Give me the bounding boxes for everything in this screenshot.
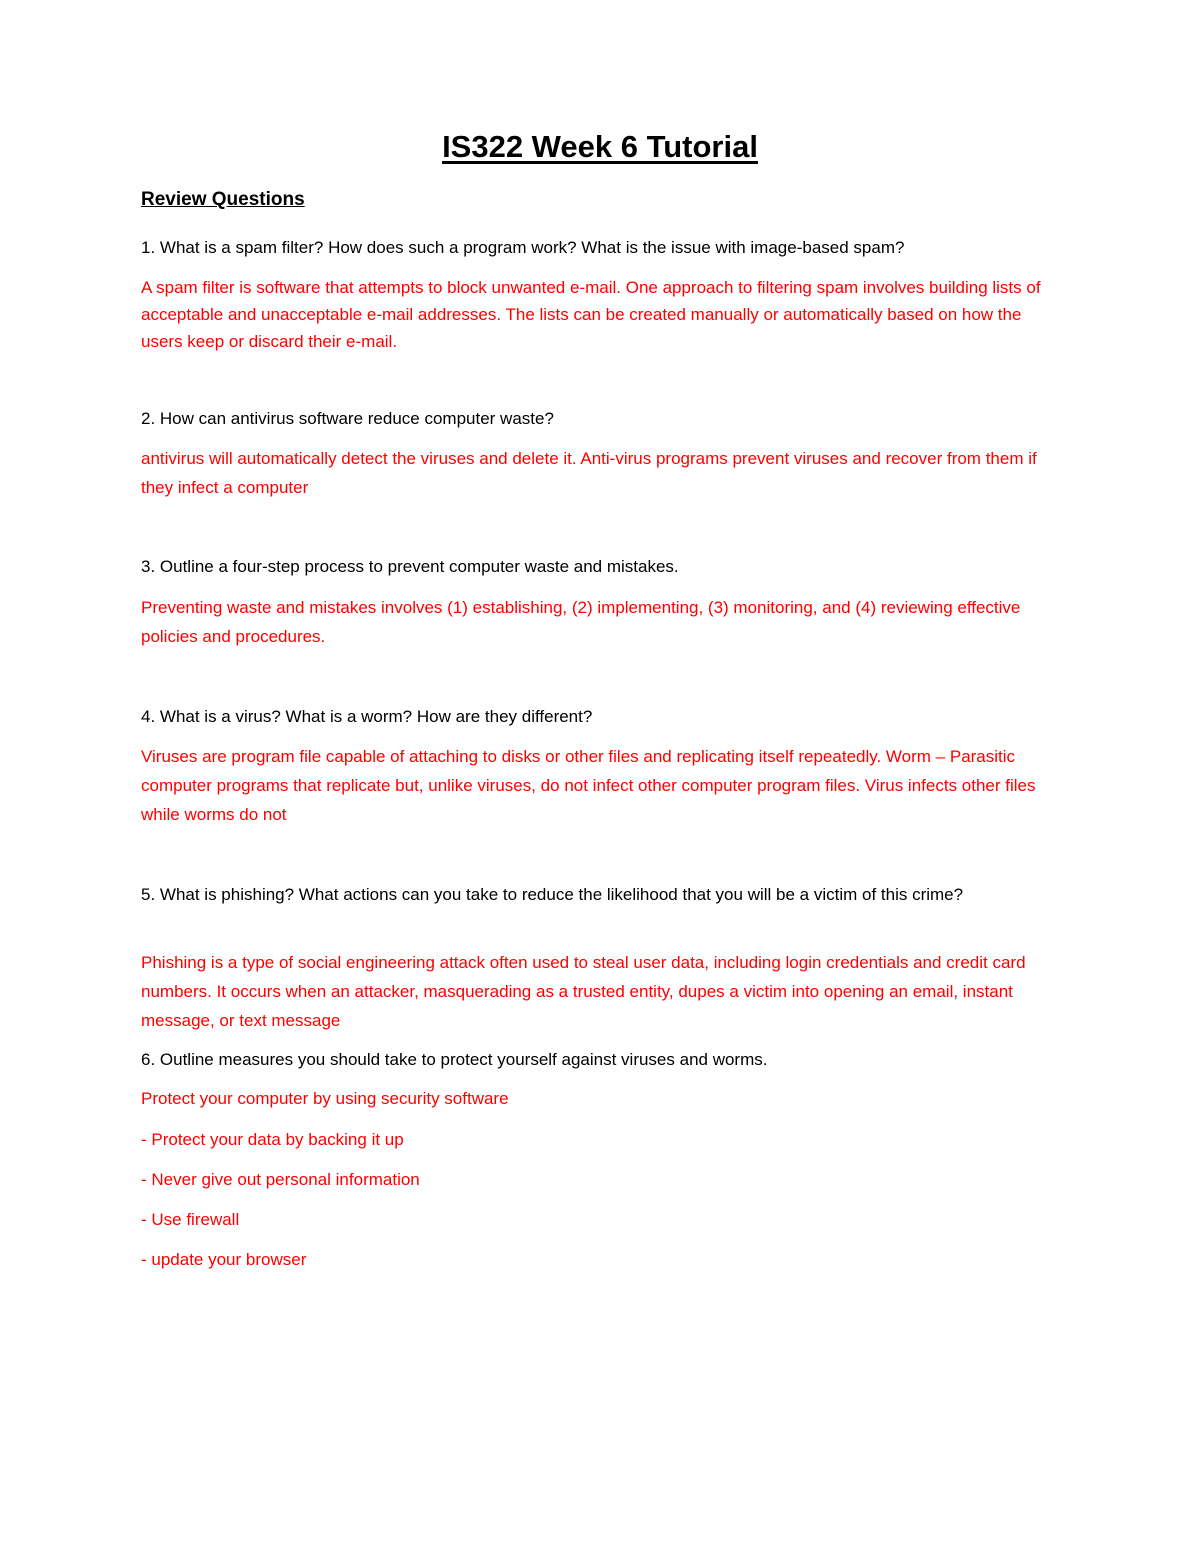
answer-6: Protect your computer by using security software bbox=[141, 1089, 509, 1108]
question-2: 2. How can antivirus software reduce computer waste? bbox=[141, 409, 554, 428]
answer-3: Preventing waste and mistakes involves (1) establishing, (2) implementing, (3) monitoring, and (4) reviewing effective policies and procedures. bbox=[141, 598, 1021, 646]
list-item: - update your browser bbox=[141, 1250, 307, 1269]
document-title: IS322 Week 6 Tutorial bbox=[442, 129, 758, 164]
answer-5: Phishing is a type of social engineering attack often used to steal user data, including login credentials and credit card numbers. It occurs when an attacker, masquerading as a trusted entity, dupes a victim into opening an email, instant message, or text message bbox=[141, 953, 1026, 1030]
answer-2: antivirus will automatically detect the viruses and delete it. Anti-virus programs prevent viruses and recover from them if they infect a computer bbox=[141, 449, 1037, 497]
list-item: - Use firewall bbox=[141, 1210, 240, 1229]
question-4: 4. What is a virus? What is a worm? How are they different? bbox=[141, 707, 593, 726]
question-1: 1. What is a spam filter? How does such a program work? What is the issue with image-based spam? bbox=[141, 238, 905, 257]
question-5: 5. What is phishing? What actions can you take to reduce the likelihood that you will be a victim of this crime? bbox=[141, 885, 964, 904]
answer-4: Viruses are program file capable of attaching to disks or other files and replicating itself repeatedly. Worm – Parasitic computer programs that replicate but, unlike viruses, do not infect other computer program files. Virus infects other files while worms do not bbox=[141, 747, 1036, 824]
question-6: 6. Outline measures you should take to protect yourself against viruses and worms. bbox=[141, 1050, 768, 1069]
list-item: - Protect your data by backing it up bbox=[141, 1130, 404, 1149]
list-item: - Never give out personal information bbox=[141, 1170, 420, 1189]
answer-1: A spam filter is software that attempts to block unwanted e-mail. One approach to filtering spam involves building lists of acceptable and unacceptable e-mail addresses. The lists can be created manually or automatically based on how the users keep or discard their e-mail. bbox=[141, 278, 1041, 351]
question-3: 3. Outline a four-step process to prevent computer waste and mistakes. bbox=[141, 557, 679, 576]
section-heading: Review Questions bbox=[141, 189, 305, 210]
